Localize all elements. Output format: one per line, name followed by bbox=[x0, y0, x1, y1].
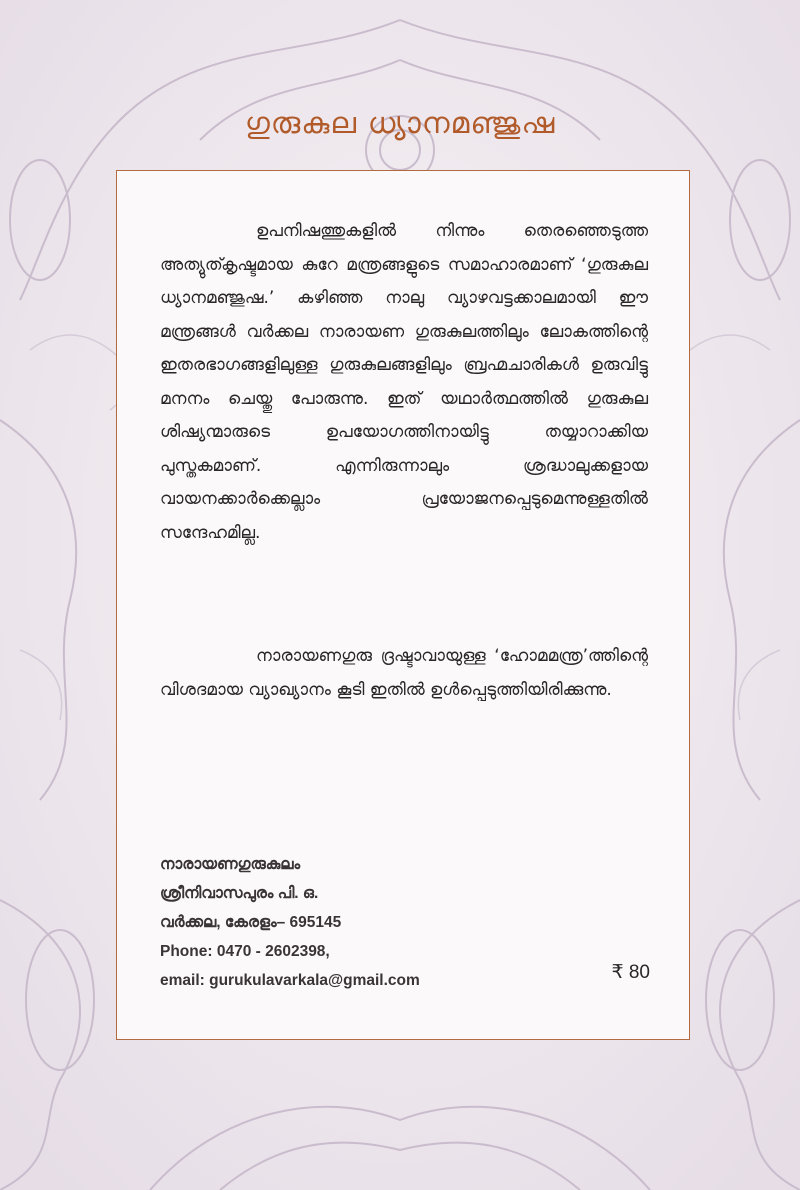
publisher-address-line-1: ശ്രീനിവാസപുരം പി. ഒ. bbox=[160, 885, 319, 902]
description-paragraph-2: നാരായണഗുരു ദ്രഷ്ടാവായുള്ള ‘ഹോമമന്ത്ര’ത്തിന്റെ വിശദമായ വ്യാഖ്യാനം കൂടി ഇതിൽ ഉൾപ്പെടുത്തിയിരിക്കുന്നു. bbox=[160, 646, 648, 700]
book-title: ഗുരുകുല ധ്യാനമഞ്ജുഷ bbox=[244, 106, 556, 141]
publisher-phone: Phone: 0470 - 2602398, bbox=[160, 943, 330, 960]
publisher-address-line-2: വർക്കല, കേരളം– 695145 bbox=[160, 914, 342, 931]
publisher-email: email: gurukulavarkala@gmail.com bbox=[160, 972, 420, 989]
publisher-name: നാരായണഗുരുകുലം bbox=[160, 856, 301, 873]
price-label: ₹ 80 bbox=[611, 962, 650, 983]
description-paragraph-1: ഉപനിഷത്തുകളിൽ നിന്നും തെരഞ്ഞെടുത്ത അത്യുത്കൃഷ്ടമായ കുറേ മന്ത്രങ്ങളുടെ സമാഹാരമാണ് ‘ഗുരുകുല ധ്യാനമഞ്ജുഷ.’ കഴിഞ്ഞ നാലു വ്യാഴവട്ടക്കാലമായി ഈ മന്ത്രങ്ങൾ വർക്കല നാരായണ ഗുരുകുലത്തിലും ലോകത്തിന്റെ ഇതരഭാഗങ്ങളിലുള്ള ഗുരുകുലങ്ങളിലും ബ്രഹ്മചാരികൾ ഉരുവിട്ടു മനനം ചെയ്തു പോരുന്നു. ഇത് യഥാർത്ഥത്തിൽ ഗുരുകുല ശിഷ്യന്മാരുടെ ഉപയോഗത്തിനായിട്ടു തയ്യാറാക്കിയ പുസ്തകമാണ്. എന്നിരുന്നാലും ശ്രദ്ധാലുക്കളായ വായനക്കാർക്കെല്ലാം പ്രയോജനപ്പെടുമെന്നുള്ളതിൽ സന്ദേഹമില്ല. bbox=[160, 221, 648, 543]
